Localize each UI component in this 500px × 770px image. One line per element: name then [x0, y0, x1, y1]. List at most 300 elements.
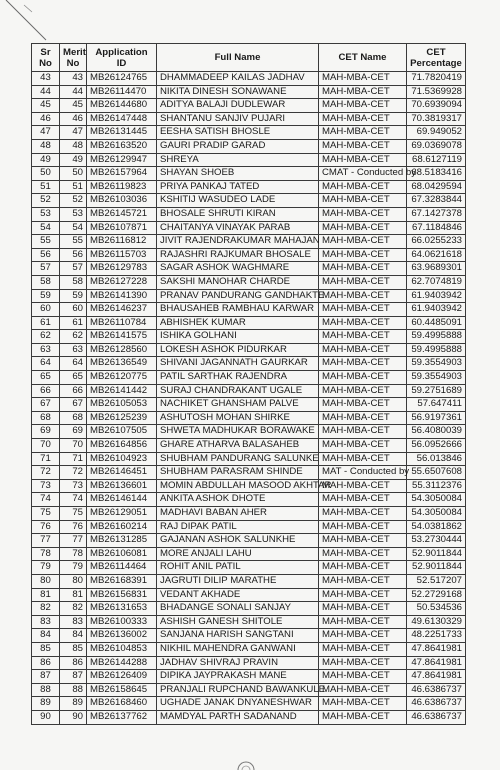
cell-sr-no: 53	[32, 207, 60, 221]
cell-cet-name: MAH-MBA-CET	[319, 642, 407, 656]
cell-full-name: NIKHIL MAHENDRA GANWANI	[157, 642, 319, 656]
cell-application-id: MB26131445	[87, 126, 157, 140]
cell-sr-no: 79	[32, 561, 60, 575]
cell-sr-no: 64	[32, 357, 60, 371]
cell-sr-no: 71	[32, 452, 60, 466]
table-row	[32, 439, 466, 453]
cell-application-id: MB26141442	[87, 384, 157, 398]
cell-merit-no: 82	[60, 602, 87, 616]
cell-cet-name: MAH-MBA-CET	[319, 112, 407, 126]
cell-cet-name: MAH-MBA-CET	[319, 262, 407, 276]
cell-merit-no: 85	[60, 642, 87, 656]
cell-sr-no: 58	[32, 275, 60, 289]
cell-application-id: MB26131285	[87, 534, 157, 548]
cell-full-name: UGHADE JANAK DNYANESHWAR	[157, 697, 319, 711]
table-row	[32, 180, 466, 194]
table-row	[32, 112, 466, 126]
cell-merit-no: 87	[60, 670, 87, 684]
cell-full-name: ABHISHEK KUMAR	[157, 316, 319, 330]
cell-application-id: MB26146451	[87, 466, 157, 480]
cell-merit-no: 79	[60, 561, 87, 575]
cell-sr-no: 75	[32, 507, 60, 521]
cell-cet-name: MAH-MBA-CET	[319, 357, 407, 371]
cell-full-name: CHAITANYA VINAYAK PARAB	[157, 221, 319, 235]
cell-merit-no: 46	[60, 112, 87, 126]
cell-cet-name: MAH-MBA-CET	[319, 316, 407, 330]
cell-cet-percentage: 70.6939094	[407, 99, 466, 113]
cell-cet-percentage: 67.1184846	[407, 221, 466, 235]
table-row	[32, 221, 466, 235]
cell-full-name: BHADANGE SONALI SANJAY	[157, 602, 319, 616]
cell-application-id: MB26126409	[87, 670, 157, 684]
cell-full-name: EESHA SATISH BHOSLE	[157, 126, 319, 140]
cell-cet-percentage: 63.9689301	[407, 262, 466, 276]
cell-sr-no: 54	[32, 221, 60, 235]
cell-merit-no: 83	[60, 615, 87, 629]
cell-sr-no: 44	[32, 85, 60, 99]
cell-merit-no: 60	[60, 303, 87, 317]
cell-merit-no: 57	[60, 262, 87, 276]
table-row	[32, 452, 466, 466]
table-header	[32, 44, 466, 72]
cell-merit-no: 66	[60, 384, 87, 398]
table-row	[32, 411, 466, 425]
cell-sr-no: 63	[32, 343, 60, 357]
table-row	[32, 316, 466, 330]
table-row	[32, 493, 466, 507]
cell-merit-no: 72	[60, 466, 87, 480]
table-row	[32, 479, 466, 493]
cell-merit-no: 71	[60, 452, 87, 466]
cell-sr-no: 50	[32, 167, 60, 181]
cell-merit-no: 63	[60, 343, 87, 357]
cell-sr-no: 56	[32, 248, 60, 262]
cell-application-id: MB26147448	[87, 112, 157, 126]
cell-full-name: MOMIN ABDULLAH MASOOD AKHTAR	[157, 479, 319, 493]
cell-application-id: MB26124765	[87, 72, 157, 86]
cell-full-name: ADITYA BALAJI DUDLEWAR	[157, 99, 319, 113]
cell-sr-no: 85	[32, 642, 60, 656]
cell-sr-no: 90	[32, 710, 60, 724]
cell-application-id: MB26128560	[87, 343, 157, 357]
cell-sr-no: 52	[32, 194, 60, 208]
cell-merit-no: 53	[60, 207, 87, 221]
cell-application-id: MB26105053	[87, 398, 157, 412]
cell-full-name: ASHUTOSH MOHAN SHIRKE	[157, 411, 319, 425]
table-row	[32, 507, 466, 521]
cell-full-name: MORE ANJALI LAHU	[157, 547, 319, 561]
cell-full-name: KSHITIJ WASUDEO LADE	[157, 194, 319, 208]
cell-merit-no: 45	[60, 99, 87, 113]
cell-application-id: MB26103036	[87, 194, 157, 208]
table-row	[32, 561, 466, 575]
cell-merit-no: 65	[60, 371, 87, 385]
cell-cet-name: MAH-MBA-CET	[319, 683, 407, 697]
cell-application-id: MB26120775	[87, 371, 157, 385]
cell-merit-no: 86	[60, 656, 87, 670]
cell-cet-percentage: 52.517207	[407, 574, 466, 588]
cell-application-id: MB26144288	[87, 656, 157, 670]
header-application-id: Application ID	[87, 44, 157, 72]
cell-application-id: MB26114470	[87, 85, 157, 99]
cell-cet-name: MAH-MBA-CET	[319, 303, 407, 317]
cell-cet-name: MAH-MBA-CET	[319, 126, 407, 140]
cell-full-name: MAMDYAL PARTH SADANAND	[157, 710, 319, 724]
cell-merit-no: 77	[60, 534, 87, 548]
cell-cet-percentage: 68.0429594	[407, 180, 466, 194]
cell-cet-name: MAH-MBA-CET	[319, 289, 407, 303]
cell-cet-percentage: 71.7820419	[407, 72, 466, 86]
cell-cet-percentage: 54.0381862	[407, 520, 466, 534]
table-row	[32, 425, 466, 439]
cell-application-id: MB26107871	[87, 221, 157, 235]
cell-full-name: BHOSALE SHRUTI KIRAN	[157, 207, 319, 221]
cell-cet-name: MAH-MBA-CET	[319, 670, 407, 684]
cell-sr-no: 80	[32, 574, 60, 588]
cell-cet-percentage: 55.6507608	[407, 466, 466, 480]
cell-cet-percentage: 47.8641981	[407, 642, 466, 656]
cell-cet-name: MAH-MBA-CET	[319, 139, 407, 153]
cell-full-name: GHARE ATHARVA BALASAHEB	[157, 439, 319, 453]
cell-application-id: MB26131653	[87, 602, 157, 616]
table-row	[32, 139, 466, 153]
cell-application-id: MB26137762	[87, 710, 157, 724]
cell-cet-name: MAH-MBA-CET	[319, 574, 407, 588]
table-row	[32, 588, 466, 602]
cell-cet-name: MAH-MBA-CET	[319, 384, 407, 398]
cell-cet-name: MAH-MBA-CET	[319, 72, 407, 86]
table-row	[32, 99, 466, 113]
cell-sr-no: 51	[32, 180, 60, 194]
cell-cet-name: MAH-MBA-CET	[319, 493, 407, 507]
cell-cet-name: MAH-MBA-CET	[319, 602, 407, 616]
cell-application-id: MB26157964	[87, 167, 157, 181]
cell-application-id: MB26129783	[87, 262, 157, 276]
cell-sr-no: 46	[32, 112, 60, 126]
cell-full-name: SHWETA MADHUKAR BORAWAKE	[157, 425, 319, 439]
table-row	[32, 602, 466, 616]
cell-merit-no: 48	[60, 139, 87, 153]
cell-cet-name: MAH-MBA-CET	[319, 697, 407, 711]
cell-cet-name: MAH-MBA-CET	[319, 425, 407, 439]
cell-cet-name: MAH-MBA-CET	[319, 656, 407, 670]
cell-application-id: MB26136601	[87, 479, 157, 493]
cell-cet-name: MAH-MBA-CET	[319, 710, 407, 724]
cell-full-name: PRANAV PANDURANG GANDHAKTE	[157, 289, 319, 303]
cell-full-name: JIVIT RAJENDRAKUMAR MAHAJAN	[157, 235, 319, 249]
cell-application-id: MB26141390	[87, 289, 157, 303]
cell-full-name: BHAUSAHEB RAMBHAU KARWAR	[157, 303, 319, 317]
cell-sr-no: 77	[32, 534, 60, 548]
cell-sr-no: 73	[32, 479, 60, 493]
cell-application-id: MB26110784	[87, 316, 157, 330]
cell-sr-no: 69	[32, 425, 60, 439]
cell-cet-name: MAH-MBA-CET	[319, 547, 407, 561]
table-row	[32, 207, 466, 221]
cell-cet-percentage: 59.3554903	[407, 371, 466, 385]
cell-sr-no: 43	[32, 72, 60, 86]
cell-cet-percentage: 59.4995888	[407, 343, 466, 357]
table-row	[32, 466, 466, 480]
cell-cet-percentage: 61.9403942	[407, 289, 466, 303]
cell-merit-no: 89	[60, 697, 87, 711]
cell-sr-no: 72	[32, 466, 60, 480]
cell-merit-no: 70	[60, 439, 87, 453]
cell-sr-no: 68	[32, 411, 60, 425]
table-row	[32, 547, 466, 561]
cell-sr-no: 57	[32, 262, 60, 276]
cell-merit-no: 69	[60, 425, 87, 439]
table-row	[32, 85, 466, 99]
cell-full-name: PRANJALI RUPCHAND BAWANKULE	[157, 683, 319, 697]
cell-cet-percentage: 67.1427378	[407, 207, 466, 221]
cell-full-name: ISHIKA GOLHANI	[157, 330, 319, 344]
cell-cet-percentage: 54.3050084	[407, 493, 466, 507]
cell-full-name: ANKITA ASHOK DHOTE	[157, 493, 319, 507]
cell-cet-name: MAH-MBA-CET	[319, 207, 407, 221]
cell-full-name: PRIYA PANKAJ TATED	[157, 180, 319, 194]
cell-application-id: MB26146237	[87, 303, 157, 317]
cell-sr-no: 81	[32, 588, 60, 602]
cell-application-id: MB26136549	[87, 357, 157, 371]
cell-cet-name: MAH-MBA-CET	[319, 371, 407, 385]
cell-merit-no: 51	[60, 180, 87, 194]
cell-cet-percentage: 54.3050084	[407, 507, 466, 521]
cell-full-name: ASHISH GANESH SHITOLE	[157, 615, 319, 629]
table-row	[32, 398, 466, 412]
cell-application-id: MB26160214	[87, 520, 157, 534]
cell-sr-no: 86	[32, 656, 60, 670]
cell-sr-no: 66	[32, 384, 60, 398]
cell-cet-name: MAH-MBA-CET	[319, 629, 407, 643]
cell-application-id: MB26129947	[87, 153, 157, 167]
cell-cet-name: MAH-MBA-CET	[319, 194, 407, 208]
cell-cet-percentage: 46.6386737	[407, 710, 466, 724]
cell-cet-name: MAH-MBA-CET	[319, 99, 407, 113]
cell-cet-percentage: 56.0952666	[407, 439, 466, 453]
cell-application-id: MB26141575	[87, 330, 157, 344]
cell-application-id: MB26114464	[87, 561, 157, 575]
cell-merit-no: 47	[60, 126, 87, 140]
table-row	[32, 697, 466, 711]
cell-merit-no: 67	[60, 398, 87, 412]
merit-list-table	[31, 43, 466, 725]
cell-full-name: SURAJ CHANDRAKANT UGALE	[157, 384, 319, 398]
cell-sr-no: 47	[32, 126, 60, 140]
cell-full-name: SHUBHAM PARASRAM SHINDE	[157, 466, 319, 480]
cell-cet-name: MAH-MBA-CET	[319, 221, 407, 235]
cell-application-id: MB26104853	[87, 642, 157, 656]
table-row	[32, 248, 466, 262]
table-row	[32, 656, 466, 670]
cell-merit-no: 44	[60, 85, 87, 99]
cell-application-id: MB26158645	[87, 683, 157, 697]
table-row	[32, 384, 466, 398]
cell-sr-no: 45	[32, 99, 60, 113]
table-row	[32, 534, 466, 548]
cell-cet-name: MAH-MBA-CET	[319, 398, 407, 412]
cell-full-name: SHAYAN SHOEB	[157, 167, 319, 181]
cell-merit-no: 81	[60, 588, 87, 602]
cell-full-name: DIPIKA JAYPRAKASH MANE	[157, 670, 319, 684]
cell-cet-percentage: 46.6386737	[407, 697, 466, 711]
table-row	[32, 710, 466, 724]
cell-full-name: DHAMMADEEP KAILAS JADHAV	[157, 72, 319, 86]
cell-merit-no: 74	[60, 493, 87, 507]
table-row	[32, 683, 466, 697]
cell-cet-percentage: 68.5183416	[407, 167, 466, 181]
table-row	[32, 289, 466, 303]
table-row	[32, 629, 466, 643]
cell-cet-name: MAH-MBA-CET	[319, 439, 407, 453]
cell-sr-no: 84	[32, 629, 60, 643]
cell-cet-percentage: 62.7074819	[407, 275, 466, 289]
cell-cet-percentage: 46.6386737	[407, 683, 466, 697]
cell-full-name: SHIVANI JAGANNATH GAURKAR	[157, 357, 319, 371]
cell-cet-percentage: 64.0621618	[407, 248, 466, 262]
header-merit-no: Merit No	[60, 44, 87, 72]
table-row	[32, 194, 466, 208]
cell-merit-no: 64	[60, 357, 87, 371]
table-row	[32, 343, 466, 357]
cell-merit-no: 90	[60, 710, 87, 724]
cell-cet-percentage: 49.6130329	[407, 615, 466, 629]
cell-application-id: MB26104923	[87, 452, 157, 466]
cell-merit-no: 75	[60, 507, 87, 521]
cell-application-id: MB26145721	[87, 207, 157, 221]
cell-application-id: MB26119823	[87, 180, 157, 194]
cell-full-name: JADHAV SHIVRAJ PRAVIN	[157, 656, 319, 670]
cell-cet-name: MAH-MBA-CET	[319, 452, 407, 466]
cell-cet-percentage: 59.3554903	[407, 357, 466, 371]
cell-full-name: SAKSHI MANOHAR CHARDE	[157, 275, 319, 289]
cell-sr-no: 74	[32, 493, 60, 507]
cell-cet-name: MAH-MBA-CET	[319, 411, 407, 425]
cell-cet-percentage: 56.4080039	[407, 425, 466, 439]
cell-full-name: SHUBHAM PANDURANG SALUNKE	[157, 452, 319, 466]
cell-full-name: VEDANT AKHADE	[157, 588, 319, 602]
table-row	[32, 235, 466, 249]
cell-sr-no: 49	[32, 153, 60, 167]
cell-merit-no: 78	[60, 547, 87, 561]
cell-cet-name: MAH-MBA-CET	[319, 343, 407, 357]
cell-sr-no: 82	[32, 602, 60, 616]
corner-pen-mark	[0, 0, 60, 45]
cell-application-id: MB26144680	[87, 99, 157, 113]
cell-cet-percentage: 52.2729168	[407, 588, 466, 602]
table-row	[32, 670, 466, 684]
cell-sr-no: 88	[32, 683, 60, 697]
cell-cet-percentage: 59.2751689	[407, 384, 466, 398]
cell-cet-name: MAH-MBA-CET	[319, 235, 407, 249]
cell-full-name: LOKESH ASHOK PIDURKAR	[157, 343, 319, 357]
cell-merit-no: 88	[60, 683, 87, 697]
cell-cet-percentage: 69.949052	[407, 126, 466, 140]
cell-cet-name: MAH-MBA-CET	[319, 479, 407, 493]
cell-cet-percentage: 59.4995888	[407, 330, 466, 344]
cell-cet-percentage: 56.9197361	[407, 411, 466, 425]
cell-cet-name: MAH-MBA-CET	[319, 615, 407, 629]
cell-cet-percentage: 61.9403942	[407, 303, 466, 317]
cell-merit-no: 61	[60, 316, 87, 330]
cell-sr-no: 70	[32, 439, 60, 453]
cell-full-name: GAURI PRADIP GARAD	[157, 139, 319, 153]
cell-cet-percentage: 71.5369928	[407, 85, 466, 99]
table-row	[32, 167, 466, 181]
cell-sr-no: 55	[32, 235, 60, 249]
cell-cet-percentage: 70.3819317	[407, 112, 466, 126]
cell-cet-percentage: 47.8641981	[407, 656, 466, 670]
cell-cet-name: MAH-MBA-CET	[319, 534, 407, 548]
cell-sr-no: 83	[32, 615, 60, 629]
cell-sr-no: 65	[32, 371, 60, 385]
cell-cet-percentage: 52.9011844	[407, 547, 466, 561]
cell-full-name: NIKITA DINESH SONAWANE	[157, 85, 319, 99]
cell-full-name: SHREYA	[157, 153, 319, 167]
table-row	[32, 72, 466, 86]
cell-sr-no: 76	[32, 520, 60, 534]
cell-application-id: MB26107505	[87, 425, 157, 439]
cell-application-id: MB26136002	[87, 629, 157, 643]
cell-full-name: SHANTANU SANJIV PUJARI	[157, 112, 319, 126]
cell-merit-no: 80	[60, 574, 87, 588]
bottom-seal-fragment	[236, 758, 256, 770]
cell-full-name: PATIL SARTHAK RAJENDRA	[157, 371, 319, 385]
cell-cet-percentage: 69.0369078	[407, 139, 466, 153]
cell-cet-name: MAH-MBA-CET	[319, 588, 407, 602]
cell-sr-no: 59	[32, 289, 60, 303]
table-row	[32, 520, 466, 534]
cell-cet-name: MAH-MBA-CET	[319, 330, 407, 344]
cell-application-id: MB26168391	[87, 574, 157, 588]
cell-full-name: RAJ DIPAK PATIL	[157, 520, 319, 534]
cell-cet-percentage: 67.3283844	[407, 194, 466, 208]
cell-cet-name: CMAT - Conducted by	[319, 167, 407, 181]
cell-application-id: MB26146144	[87, 493, 157, 507]
cell-merit-no: 76	[60, 520, 87, 534]
cell-full-name: JAGRUTI DILIP MARATHE	[157, 574, 319, 588]
cell-cet-percentage: 66.0255233	[407, 235, 466, 249]
cell-cet-percentage: 47.8641981	[407, 670, 466, 684]
cell-sr-no: 78	[32, 547, 60, 561]
cell-sr-no: 48	[32, 139, 60, 153]
cell-application-id: MB26115703	[87, 248, 157, 262]
cell-merit-no: 43	[60, 72, 87, 86]
cell-cet-percentage: 60.4485091	[407, 316, 466, 330]
cell-application-id: MB26156831	[87, 588, 157, 602]
cell-merit-no: 52	[60, 194, 87, 208]
cell-cet-percentage: 50.534536	[407, 602, 466, 616]
cell-sr-no: 62	[32, 330, 60, 344]
cell-application-id: MB26129051	[87, 507, 157, 521]
table-row	[32, 642, 466, 656]
header-row	[32, 44, 466, 72]
cell-merit-no: 59	[60, 289, 87, 303]
cell-full-name: SANJANA HARISH SANGTANI	[157, 629, 319, 643]
cell-merit-no: 56	[60, 248, 87, 262]
cell-cet-name: MAH-MBA-CET	[319, 507, 407, 521]
cell-cet-percentage: 48.2251733	[407, 629, 466, 643]
header-full-name: Full Name	[157, 44, 319, 72]
cell-sr-no: 61	[32, 316, 60, 330]
cell-merit-no: 58	[60, 275, 87, 289]
cell-merit-no: 84	[60, 629, 87, 643]
cell-full-name: SAGAR ASHOK WAGHMARE	[157, 262, 319, 276]
header-sr-no: Sr No	[32, 44, 60, 72]
cell-application-id: MB26168460	[87, 697, 157, 711]
cell-cet-percentage: 52.9011844	[407, 561, 466, 575]
table-row	[32, 357, 466, 371]
